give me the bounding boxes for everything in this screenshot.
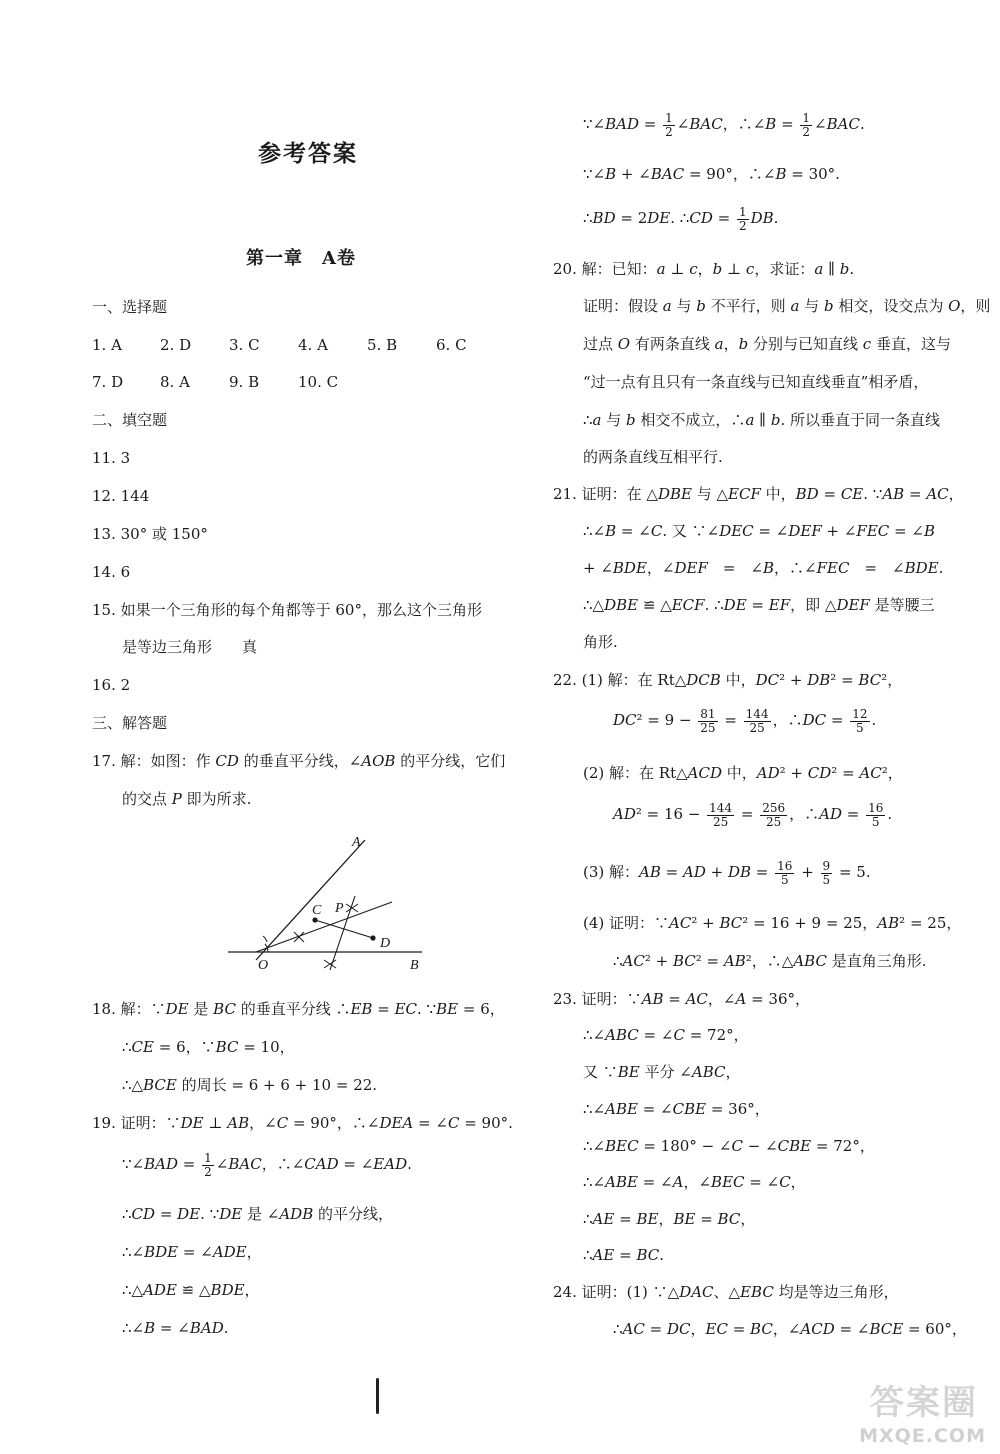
answer-20-line5: ∴a 与 b 相交不成立，∴a ∥ b. 所以垂直于同一条直线 — [583, 411, 941, 429]
answer-19-line1: 19. 证明：∵DE ⊥ AB，∠C = 90°，∴∠DEA = ∠C = 90°. — [92, 1114, 513, 1132]
choice-answer: 9. B — [229, 373, 260, 391]
label-d: D — [380, 936, 391, 951]
choice-answer: 4. A — [298, 336, 328, 354]
choice-answer: 7. D — [92, 373, 124, 391]
section-fill: 二、填空题 — [92, 411, 168, 429]
answer-19-cont-line2: ∵∠B + ∠BAC = 90°，∴∠B = 30°. — [583, 165, 840, 183]
answer-19-line2: ∵∠BAD = $\frac{1}{2}$ ∠BAC，∴∠CAD = ∠EAD. — [122, 1151, 412, 1179]
answer-20-line3: 过点 O 有两条直线 a，b 分别与已知直线 c 垂直，这与 — [583, 335, 951, 353]
answer-18-line3: ∴△BCE 的周长 = 6 + 6 + 10 = 22. — [122, 1076, 378, 1094]
answer-21-line3: + ∠BDE，∠DEF = ∠B，∴∠FEC = ∠BDE. — [583, 559, 944, 577]
fill-answer-15-line1: 15. 如果一个三角形的每个角都等于 60°，那么这个三角形 — [92, 601, 482, 619]
label-b: B — [410, 958, 419, 973]
answer-19-line5: ∴△ADE ≌ △BDE， — [122, 1281, 260, 1299]
answer-24-line1: 24. 证明：(1) ∵△DAC、△EBC 均是等边三角形， — [553, 1283, 899, 1301]
answer-21-line2: ∴∠B = ∠C. 又 ∵∠DEC = ∠DEF + ∠FEC = ∠B — [583, 522, 935, 540]
choice-answer: 2. D — [160, 336, 192, 354]
choice-answer: 10. C — [298, 373, 339, 391]
answer-20-line6: 的两条直线互相平行. — [583, 448, 723, 466]
fill-answer-11: 11. 3 — [92, 449, 131, 467]
answer-17-line1: 17. 解：如图：作 CD 的垂直平分线，∠AOB 的平分线，它们 — [92, 752, 506, 770]
page-divider — [376, 1378, 379, 1414]
answer-22-line3: (2) 解：在 Rt△ACD 中，AD² + CD² = AC²， — [583, 764, 903, 782]
fill-answer-13: 13. 30° 或 150° — [92, 525, 208, 543]
fill-answer-12: 12. 144 — [92, 487, 150, 505]
watermark-logo — [832, 1383, 992, 1448]
answer-22-line5: (3) 解：AB = AD + DB = $\frac{16}{5}$ + $\frac{9}{5}$ = 5. — [583, 859, 871, 887]
segment-cd — [315, 920, 373, 938]
answer-23-line8: ∴AE = BC. — [583, 1246, 665, 1264]
answer-18-line2: ∴CE = 6，∵BC = 10， — [122, 1038, 295, 1056]
answer-22-line6: (4) 证明：∵AC² + BC² = 16 + 9 = 25，AB² = 25， — [583, 914, 962, 932]
answer-22-line1: 22. (1) 解：在 Rt△DCB 中，DC² + DB² = BC²， — [553, 671, 903, 689]
answer-23-line2: ∴∠ABC = ∠C = 72°， — [583, 1026, 749, 1044]
label-a: A — [352, 835, 361, 850]
choice-answer: 5. B — [367, 336, 398, 354]
choice-answer: 1. A — [92, 336, 122, 354]
answer-23-line7: ∴AE = BE，BE = BC， — [583, 1210, 756, 1228]
answer-19-cont-line1: ∵∠BAD = $\frac{1}{2}$ ∠BAC，∴∠B = $\frac{1}{2}$ ∠BAC. — [583, 111, 865, 139]
answer-24-line2: ∴AC = DC，EC = BC，∠ACD = ∠BCE = 60°， — [613, 1320, 967, 1338]
choice-answer: 3. C — [229, 336, 260, 354]
fill-answer-16: 16. 2 — [92, 676, 131, 694]
section-solve: 三、解答题 — [92, 714, 168, 732]
chapter-title: 第一章 A卷 — [246, 248, 356, 269]
fill-answer-14: 14. 6 — [92, 563, 131, 581]
answer-22-line4: AD² = 16 − $\frac{144}{25}$ = $\frac{256}{25}$ ，∴AD = $\frac{16}{5}$ . — [613, 801, 893, 829]
answer-23-line3: 又 ∵BE 平分 ∠ABC， — [583, 1063, 741, 1081]
page-title: 参考答案 — [258, 140, 358, 167]
answer-23-line5: ∴∠BEC = 180° − ∠C − ∠CBE = 72°， — [583, 1137, 875, 1155]
fill-answer-15-line2: 是等边三角形 真 — [122, 638, 258, 656]
answer-22-line2: DC² = 9 − $\frac{81}{25}$ = $\frac{144}{25}$ ，∴DC = $\frac{12}{5}$ . — [613, 707, 877, 735]
answer-20-line4: “过一点有且只有一条直线与已知直线垂直”相矛盾， — [583, 373, 929, 391]
ray-oa — [256, 840, 365, 960]
answer-19-line4: ∴∠BDE = ∠ADE， — [122, 1243, 262, 1261]
answer-21-line5: 角形. — [583, 633, 618, 651]
answer-23-line6: ∴∠ABE = ∠A，∠BEC = ∠C， — [583, 1173, 806, 1191]
choice-answer: 6. C — [436, 336, 467, 354]
geometry-figure — [220, 828, 440, 978]
arc-mark — [324, 960, 336, 968]
answer-18-line1: 18. 解：∵DE 是 BC 的垂直平分线 ∴EB = EC. ∵BE = 6， — [92, 1000, 505, 1018]
answer-19-line3: ∴CD = DE. ∵DE 是 ∠ADB 的平分线， — [122, 1205, 394, 1223]
point-d — [370, 935, 375, 940]
answer-23-line4: ∴∠ABE = ∠CBE = 36°， — [583, 1100, 770, 1118]
label-p: P — [335, 901, 344, 916]
point-c — [312, 917, 317, 922]
answer-19-line6: ∴∠B = ∠BAD. — [122, 1319, 229, 1337]
watermark-url: MXQE.COM — [859, 1425, 986, 1447]
answer-20-line1: 20. 解：已知：a ⊥ c，b ⊥ c，求证：a ∥ b. — [553, 260, 855, 278]
section-choice: 一、选择题 — [92, 298, 168, 316]
label-c: C — [312, 903, 322, 918]
answer-21-line4: ∴△DBE ≌ △ECF. ∴DE = EF，即 △DEF 是等腰三 — [583, 596, 935, 614]
answer-19-cont-line3: ∴BD = 2DE. ∴CD = $\frac{1}{2}$ DB. — [583, 205, 779, 233]
label-o: O — [258, 958, 269, 973]
choice-answer: 8. A — [160, 373, 190, 391]
answer-21-line1: 21. 证明：在 △DBE 与 △ECF 中，BD = CE. ∵AB = AC， — [553, 485, 964, 503]
watermark-text: 答案圈 — [870, 1383, 978, 1423]
answer-22-line7: ∴AC² + BC² = AB²，∴△ABC 是直角三角形. — [613, 952, 927, 970]
answer-23-line1: 23. 证明：∵AB = AC，∠A = 36°， — [553, 990, 811, 1008]
answer-20-line2: 证明：假设 a 与 b 不平行，则 a 与 b 相交，设交点为 O，则 — [583, 297, 991, 315]
angle-arc — [263, 936, 267, 942]
angle-bisector — [256, 902, 392, 952]
answer-17-line2: 的交点 P 即为所求. — [122, 790, 252, 808]
